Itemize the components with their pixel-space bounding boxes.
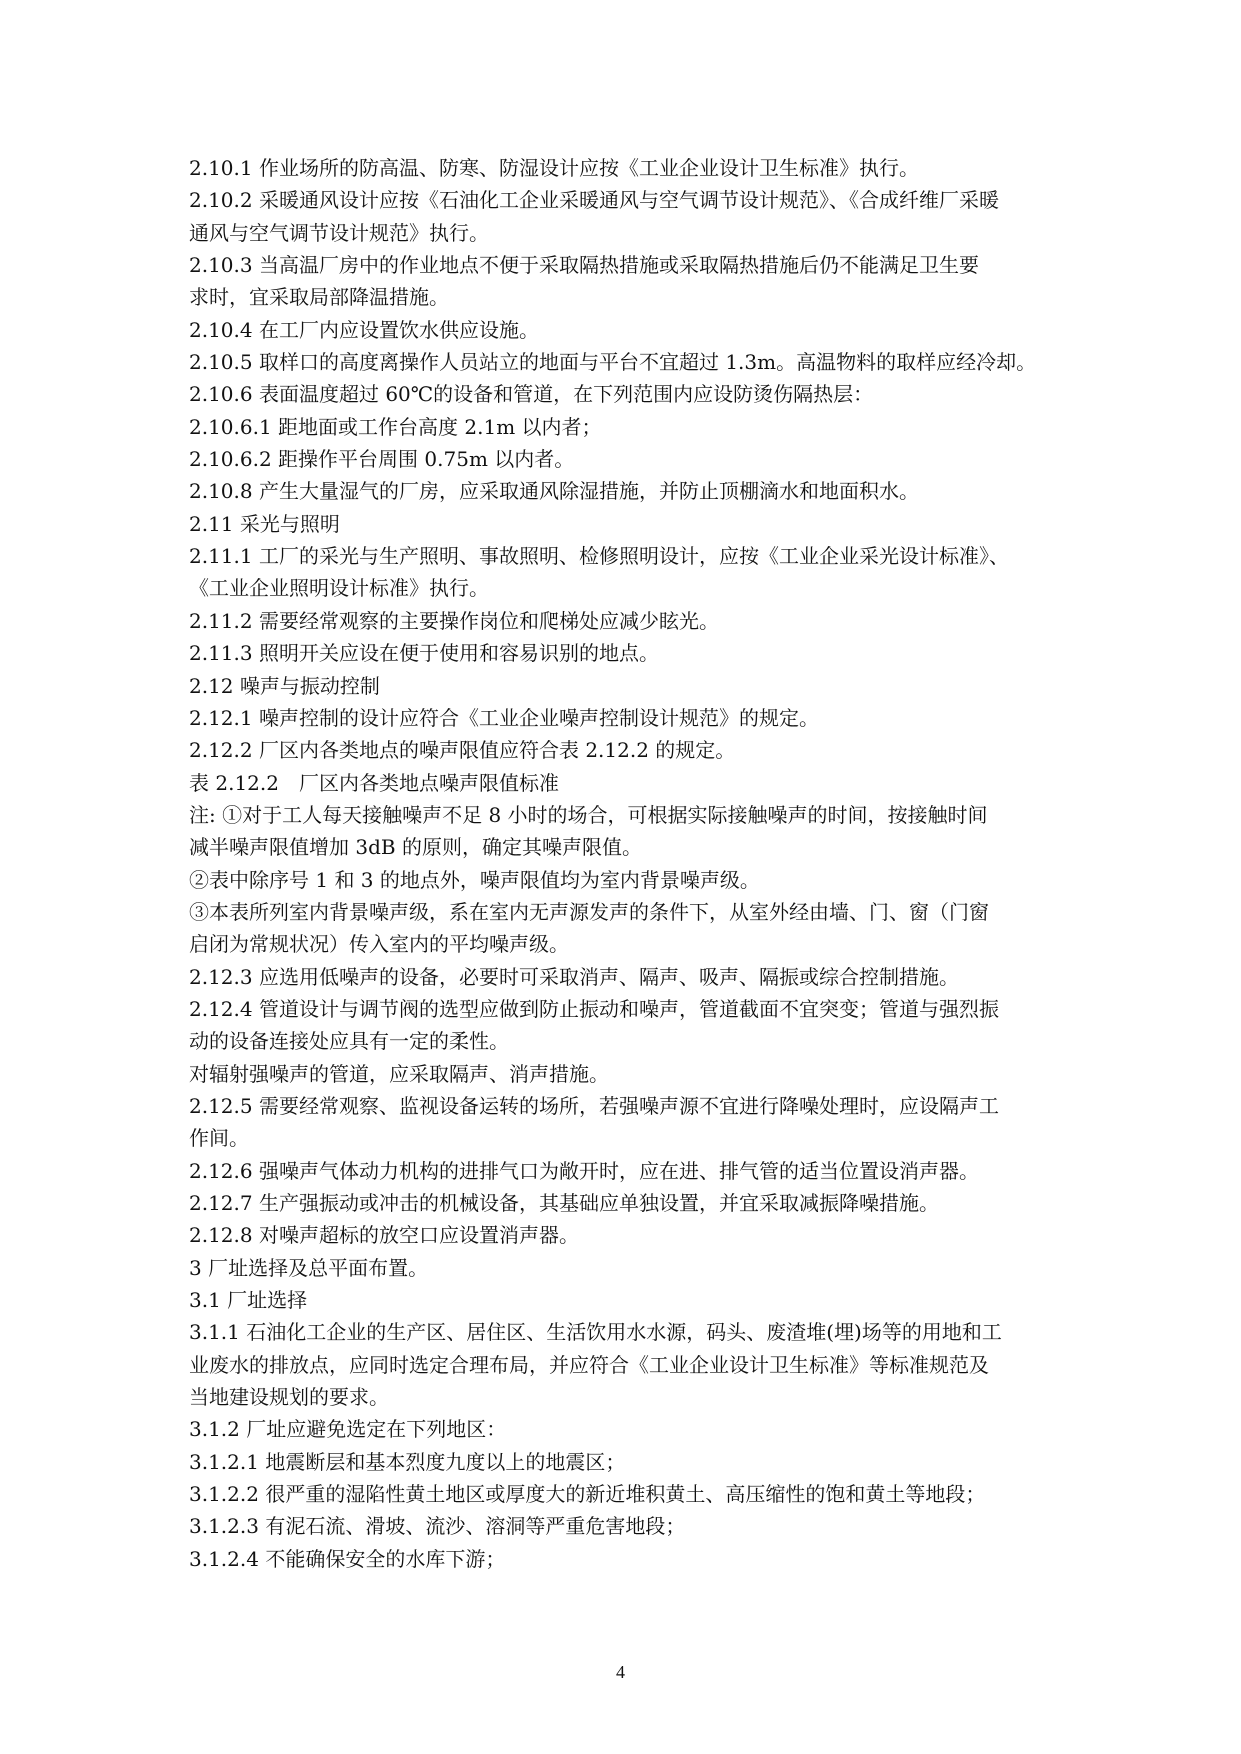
- text-line: 2.11.1 工厂的采光与生产照明、事故照明、检修照明设计，应按《工业企业采光设计标准》、: [189, 544, 1009, 569]
- text-line: 2.11 采光与照明: [189, 511, 340, 536]
- text-line: 2.10.6.1 距地面或工作台高度 2.1m 以内者；: [189, 414, 602, 439]
- text-line: 2.12.4 管道设计与调节阀的选型应做到防止振动和噪声，管道截面不宜突变；管道与强烈振: [189, 996, 999, 1021]
- text-line: 2.10.8 产生大量湿气的厂房，应采取通风除湿措施，并防止顶棚滴水和地面积水。: [189, 479, 919, 504]
- text-line: 《工业企业照明设计标准》执行。: [189, 576, 489, 601]
- text-line: 对辐射强噪声的管道，应采取隔声、消声措施。: [189, 1061, 609, 1086]
- text-line: 2.10.6.2 距操作平台周围 0.75m 以内者。: [189, 447, 575, 472]
- text-line: 2.10.1 作业场所的防高温、防寒、防湿设计应按《工业企业设计卫生标准》执行。: [189, 156, 919, 180]
- text-line: 表 2.12.2 厂区内各类地点噪声限值标准: [189, 770, 559, 795]
- text-line: 3.1.2.4 不能确保安全的水库下游；: [189, 1546, 506, 1571]
- text-line: 3.1.1 石油化工企业的生产区、居住区、生活饮用水水源，码头、废渣堆(埋)场等的用地和工: [189, 1320, 1002, 1345]
- text-line: 求时，宜采取局部降温措施。: [189, 285, 449, 310]
- text-line: 2.10.3 当高温厂房中的作业地点不便于采取隔热措施或采取隔热措施后仍不能满足卫生要: [189, 253, 979, 278]
- text-line: 2.12.1 噪声控制的设计应符合《工业企业噪声控制设计规范》的规定。: [189, 705, 819, 730]
- text-line: 3.1.2.3 有泥石流、滑坡、流沙、溶洞等严重危害地段；: [189, 1514, 686, 1539]
- text-line: 动的设备连接处应具有一定的柔性。: [189, 1029, 509, 1054]
- text-line: 减半噪声限值增加 3dB 的原则，确定其噪声限值。: [189, 835, 642, 860]
- text-line: 当地建设规划的要求。: [189, 1385, 389, 1410]
- text-line: 通风与空气调节设计规范》执行。: [189, 220, 489, 245]
- text-line: 业废水的排放点，应同时选定合理布局，并应符合《工业企业设计卫生标准》等标准规范及: [189, 1352, 989, 1377]
- text-line: 2.10.6 表面温度超过 60℃的设备和管道，在下列范围内应设防烫伤隔热层：: [189, 382, 874, 407]
- text-line: 3.1 厂址选择: [189, 1288, 308, 1313]
- text-line: 2.12.7 生产强振动或冲击的机械设备，其基础应单独设置，并宜采取减振降噪措施。: [189, 1191, 939, 1215]
- document-body: [189, 152, 1089, 1575]
- text-line: 2.10.4 在工厂内应设置饮水供应设施。: [189, 317, 539, 342]
- text-line: 2.12 噪声与振动控制: [189, 673, 380, 698]
- text-line: ③本表所列室内背景噪声级，系在室内无声源发声的条件下，从室外经由墙、门、窗（门窗: [189, 899, 989, 924]
- text-line: 2.12.5 需要经常观察、监视设备运转的场所，若强噪声源不宜进行降噪处理时，应设隔声工: [189, 1093, 999, 1118]
- text-line: 2.12.3 应选用低噪声的设备，必要时可采取消声、隔声、吸声、隔振或综合控制措施。: [189, 964, 959, 989]
- text-line: 注: ①对于工人每天接触噪声不足 8 小时的场合，可根据实际接触噪声的时间，按接触时间: [189, 802, 988, 827]
- text-line: 3.1.2 厂址应避免选定在下列地区：: [189, 1417, 507, 1442]
- text-line: 2.10.2 采暖通风设计应按《石油化工企业采暖通风与空气调节设计规范》、《合成纤维厂采暖: [189, 188, 999, 213]
- text-line: ②表中除序号 1 和 3 的地点外，噪声限值均为室内背景噪声级。: [189, 867, 760, 892]
- text-line: 2.11.2 需要经常观察的主要操作岗位和爬梯处应减少眩光。: [189, 608, 719, 633]
- text-line: 2.12.2 厂区内各类地点的噪声限值应符合表 2.12.2 的规定。: [189, 738, 736, 763]
- text-line: 2.12.8 对噪声超标的放空口应设置消声器。: [189, 1223, 579, 1248]
- text-line: 2.10.5 取样口的高度离操作人员站立的地面与平台不宜超过 1.3m。高温物料的取样应经冷却。: [189, 350, 1037, 375]
- text-line: 2.12.6 强噪声气体动力机构的进排气口为敞开时，应在进、排气管的适当位置设消声器。: [189, 1158, 979, 1183]
- text-line: 3.1.2.1 地震断层和基本烈度九度以上的地震区；: [189, 1449, 626, 1474]
- text-line: 3 厂址选择及总平面布置。: [189, 1255, 429, 1280]
- text-line: 3.1.2.2 很严重的湿陷性黄土地区或厚度大的新近堆积黄土、高压缩性的饱和黄土等地段；: [189, 1482, 986, 1507]
- text-line: 作间。: [189, 1126, 249, 1151]
- text-line: 2.11.3 照明开关应设在便于使用和容易识别的地点。: [189, 641, 659, 666]
- text-line: 启闭为常规状况）传入室内的平均噪声级。: [189, 932, 569, 957]
- page-number: 4: [616, 1662, 625, 1682]
